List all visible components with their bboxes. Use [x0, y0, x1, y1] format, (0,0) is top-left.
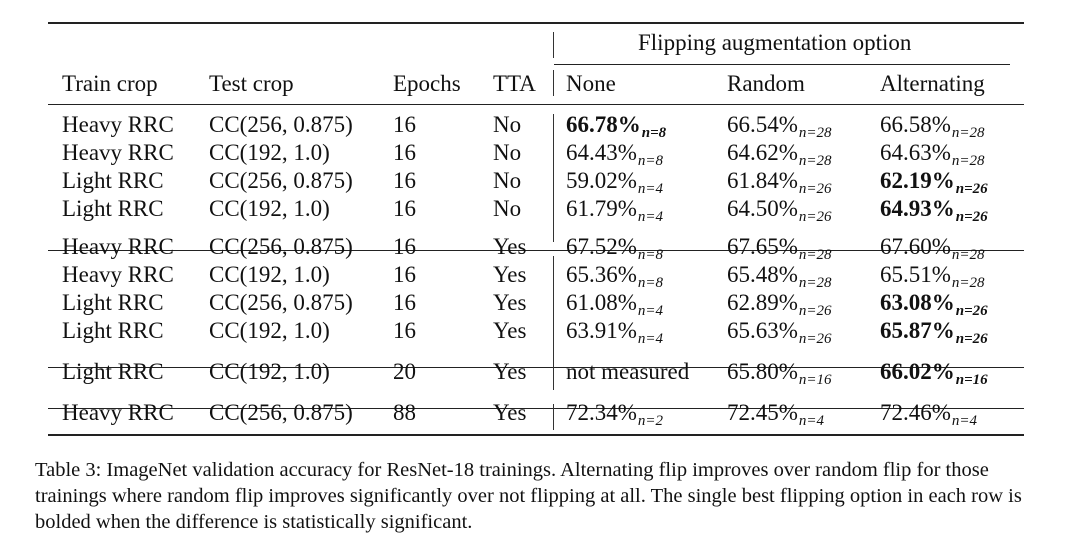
- cell-alt: [880, 290, 988, 319]
- accuracy-value: 62.19%: [880, 168, 955, 193]
- cell-random: [727, 359, 832, 388]
- accuracy-value: 64.43%: [566, 140, 637, 165]
- accuracy-value: 66.78%: [566, 112, 641, 137]
- cell-random: [727, 318, 832, 347]
- cell-tta: Yes: [493, 234, 527, 259]
- accuracy-value: 66.54%: [727, 112, 798, 137]
- cell-none: [566, 234, 663, 263]
- column-separator: [553, 114, 554, 242]
- cell-tta: Yes: [493, 359, 527, 384]
- accuracy-value: 65.48%: [727, 262, 798, 287]
- accuracy-value: 61.79%: [566, 196, 637, 221]
- cell-test: CC(256, 0.875): [209, 400, 353, 425]
- sample-count: n=8: [637, 153, 664, 169]
- cell-epochs: 16: [393, 140, 416, 165]
- cell-train: Heavy RRC: [62, 112, 174, 137]
- cell-train: Heavy RRC: [62, 140, 174, 165]
- cell-alt: [880, 359, 988, 388]
- cell-random: [727, 196, 832, 225]
- cell-tta: No: [493, 168, 522, 193]
- accuracy-value: 64.62%: [727, 140, 798, 165]
- cell-train: Light RRC: [62, 168, 164, 193]
- sample-count: n=26: [798, 303, 832, 319]
- cell-train: Light RRC: [62, 359, 164, 384]
- group-header: Flipping augmentation option: [638, 30, 912, 55]
- cell-none: [566, 318, 663, 347]
- accuracy-value: 67.60%: [880, 234, 951, 259]
- cell-test: CC(192, 1.0): [209, 140, 330, 165]
- accuracy-value: 62.89%: [727, 290, 798, 315]
- accuracy-value: 67.52%: [566, 234, 637, 259]
- cell-epochs: 16: [393, 290, 416, 315]
- cell-epochs: 16: [393, 262, 416, 287]
- section-rule-1: [48, 250, 1024, 251]
- cell-alt: [880, 400, 977, 429]
- accuracy-value: 65.80%: [727, 359, 798, 384]
- cell-epochs: 16: [393, 112, 416, 137]
- section-rule-2: [48, 367, 1024, 368]
- sample-count: n=4: [798, 413, 825, 429]
- cell-tta: No: [493, 140, 522, 165]
- accuracy-value: 65.63%: [727, 318, 798, 343]
- sample-count: n=4: [637, 331, 664, 347]
- sample-count: n=28: [798, 125, 832, 141]
- cell-none: [566, 290, 663, 319]
- cell-none: [566, 196, 663, 225]
- cell-train: Light RRC: [62, 196, 164, 221]
- sample-count: n=26: [955, 181, 988, 197]
- accuracy-value: 65.51%: [880, 262, 951, 287]
- accuracy-value: 64.50%: [727, 196, 798, 221]
- sample-count: n=2: [637, 413, 664, 429]
- header-epochs: Epochs: [393, 71, 461, 96]
- cell-test: CC(256, 0.875): [209, 290, 353, 315]
- cell-tta: Yes: [493, 400, 527, 425]
- cell-test: CC(192, 1.0): [209, 318, 330, 343]
- accuracy-value: 72.45%: [727, 400, 798, 425]
- cell-epochs: 16: [393, 234, 416, 259]
- sample-count: n=28: [951, 153, 985, 169]
- cell-epochs: 16: [393, 168, 416, 193]
- cell-random: [727, 400, 824, 429]
- header-alternating: Alternating: [880, 71, 985, 96]
- sample-count: n=4: [637, 209, 664, 225]
- cell-alt: [880, 168, 988, 197]
- section-rule-3: [48, 408, 1024, 409]
- cell-alt: [880, 318, 988, 347]
- header-rule: [48, 104, 1024, 105]
- cell-random: [727, 234, 832, 263]
- cell-random: [727, 262, 832, 291]
- header-none: None: [566, 71, 616, 96]
- cell-test: CC(256, 0.875): [209, 168, 353, 193]
- cell-epochs: 16: [393, 196, 416, 221]
- accuracy-value: 72.46%: [880, 400, 951, 425]
- cell-train: Heavy RRC: [62, 234, 174, 259]
- cell-test: CC(256, 0.875): [209, 112, 353, 137]
- sample-count: n=4: [951, 413, 978, 429]
- sample-count: n=28: [951, 247, 985, 263]
- bottom-rule: [48, 434, 1024, 436]
- accuracy-value: 63.08%: [880, 290, 955, 315]
- cell-none: [566, 140, 663, 169]
- sample-count: n=28: [798, 275, 832, 291]
- top-rule: [48, 22, 1024, 24]
- cell-none: [566, 359, 689, 385]
- accuracy-value: 66.58%: [880, 112, 951, 137]
- sample-count: n=28: [951, 125, 985, 141]
- sample-count: n=26: [955, 331, 988, 347]
- sample-count: n=26: [798, 181, 832, 197]
- cell-alt: [880, 112, 985, 141]
- cell-tta: Yes: [493, 290, 527, 315]
- cell-tta: No: [493, 112, 522, 137]
- sample-count: n=26: [798, 209, 832, 225]
- cell-tta: No: [493, 196, 522, 221]
- accuracy-value: 72.34%: [566, 400, 637, 425]
- sample-count: n=26: [798, 331, 832, 347]
- accuracy-value: 63.91%: [566, 318, 637, 343]
- cell-test: CC(192, 1.0): [209, 262, 330, 287]
- sample-count: n=28: [951, 275, 985, 291]
- sample-count: n=16: [955, 372, 988, 388]
- cell-none: [566, 400, 663, 429]
- header-random: Random: [727, 71, 805, 96]
- accuracy-value: 64.93%: [880, 196, 955, 221]
- sample-count: n=8: [637, 247, 664, 263]
- cell-none: [566, 168, 663, 197]
- cell-none: [566, 262, 663, 291]
- cell-random: [727, 112, 832, 141]
- sample-count: n=8: [641, 125, 667, 141]
- column-separator: [553, 32, 554, 58]
- cell-epochs: 20: [393, 359, 416, 384]
- column-separator: [553, 70, 554, 96]
- cell-alt: [880, 262, 985, 291]
- accuracy-value: 66.02%: [880, 359, 955, 384]
- cell-test: CC(192, 1.0): [209, 359, 330, 384]
- cell-train: Heavy RRC: [62, 400, 174, 425]
- cell-alt: [880, 234, 985, 263]
- cell-epochs: 16: [393, 318, 416, 343]
- sample-count: n=28: [798, 153, 832, 169]
- cell-test: CC(256, 0.875): [209, 234, 353, 259]
- group-rule: [554, 64, 1010, 65]
- sample-count: n=4: [637, 303, 664, 319]
- accuracy-value: 59.02%: [566, 168, 637, 193]
- accuracy-value: 61.84%: [727, 168, 798, 193]
- cell-tta: Yes: [493, 262, 527, 287]
- column-separator: [553, 404, 554, 430]
- header-test-crop: Test crop: [209, 71, 294, 96]
- sample-count: n=28: [798, 247, 832, 263]
- accuracy-value: not measured: [566, 359, 690, 384]
- column-separator: [553, 256, 554, 364]
- header-train-crop: Train crop: [62, 71, 158, 96]
- accuracy-value: 65.87%: [880, 318, 955, 343]
- cell-train: Light RRC: [62, 318, 164, 343]
- cell-random: [727, 140, 832, 169]
- sample-count: n=4: [637, 181, 664, 197]
- cell-train: Light RRC: [62, 290, 164, 315]
- accuracy-value: 67.65%: [727, 234, 798, 259]
- accuracy-value: 65.36%: [566, 262, 637, 287]
- cell-epochs: 88: [393, 400, 416, 425]
- sample-count: n=8: [637, 275, 664, 291]
- sample-count: n=16: [798, 372, 832, 388]
- cell-random: [727, 290, 832, 319]
- sample-count: n=26: [955, 303, 988, 319]
- cell-alt: [880, 196, 988, 225]
- column-separator: [553, 362, 554, 390]
- table-caption: Table 3: ImageNet validation accuracy for ResNet-18 trainings. Alternating flip improves over random flip for those trainings where random flip improves significantly over not flipping at all. The single best flipping option in each row is bolded when the difference is statistically significant.: [35, 459, 1022, 533]
- cell-random: [727, 168, 832, 197]
- header-tta: TTA: [493, 71, 536, 96]
- cell-test: CC(192, 1.0): [209, 196, 330, 221]
- sample-count: n=26: [955, 209, 988, 225]
- cell-tta: Yes: [493, 318, 527, 343]
- cell-alt: [880, 140, 985, 169]
- cell-train: Heavy RRC: [62, 262, 174, 287]
- accuracy-value: 64.63%: [880, 140, 951, 165]
- cell-none: [566, 112, 666, 141]
- accuracy-value: 61.08%: [566, 290, 637, 315]
